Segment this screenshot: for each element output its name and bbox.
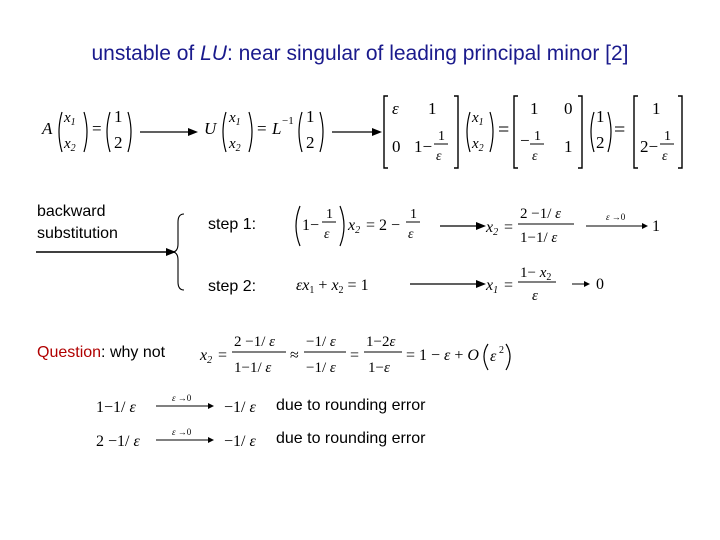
title-prefix: unstable of: [91, 42, 201, 65]
svg-text:1−1/ ε: 1−1/ ε: [234, 360, 272, 376]
svg-text:=: =: [350, 347, 360, 364]
svg-text:1−2ε: 1−2ε: [366, 334, 396, 350]
svg-text:L: L: [272, 119, 282, 138]
substitution-label: substitution: [37, 225, 118, 242]
svg-text:=: =: [504, 219, 514, 236]
svg-text:x1: $x_1$: [472, 110, 484, 128]
svg-text:=: =: [257, 119, 267, 138]
svg-text:=: =: [498, 119, 510, 141]
svg-text:ε: ε: [324, 227, 330, 242]
svg-text:ε: ε: [392, 99, 399, 118]
svg-text:−1: −1: [282, 115, 294, 127]
svg-text:1: 1: [564, 137, 573, 156]
svg-text:x2: $x_2$: [472, 136, 484, 154]
svg-text:1− x2: $1- x_2$: [520, 265, 552, 283]
svg-text:2 −1/ ε: 2 −1/ ε: [520, 206, 562, 222]
step1-label: step 1:: [208, 216, 257, 233]
svg-text:2: 2: [114, 133, 123, 152]
svg-text:≈: ≈: [290, 347, 299, 364]
svg-text:1−: 1−: [414, 137, 433, 156]
svg-text:1: 1: [664, 129, 671, 144]
step2-math: [290, 262, 670, 312]
slide-title: [0, 42, 720, 66]
svg-text:2: 2: [499, 345, 504, 356]
svg-text:−1/ ε: −1/ ε: [224, 433, 256, 450]
svg-text:1: 1: [438, 129, 445, 144]
question-text: [37, 342, 165, 364]
svg-text:=: =: [92, 119, 102, 138]
rounding-math-1: [94, 392, 274, 420]
svg-text:0: 0: [564, 99, 573, 118]
svg-text:ε: ε: [532, 149, 538, 164]
svg-text:ε →0: ε →0: [172, 427, 192, 437]
svg-text:1−1/ ε: 1−1/ ε: [96, 399, 136, 416]
svg-text:0: 0: [596, 276, 604, 293]
svg-text:=: =: [614, 119, 626, 141]
svg-text:x2: $x_2$: [64, 136, 76, 154]
svg-text:x1: $x_1$: [64, 110, 76, 128]
svg-text:ε: ε: [436, 149, 442, 164]
svg-text:A: A: [42, 119, 53, 138]
svg-text:1: 1: [534, 129, 541, 144]
svg-text:ε: ε: [532, 288, 538, 304]
svg-text:1: 1: [596, 107, 605, 126]
svg-text:1: 1: [530, 99, 539, 118]
svg-text:=: =: [504, 277, 514, 294]
svg-text:x2: $x_2$: [229, 136, 241, 154]
svg-text:1: 1: [652, 218, 660, 235]
svg-text:1−1/ ε: 1−1/ ε: [520, 230, 558, 246]
svg-text:−: −: [520, 131, 530, 150]
svg-text:1−ε: 1−ε: [368, 360, 390, 376]
svg-text:U: U: [204, 119, 217, 138]
svg-text:ε: ε: [662, 149, 668, 164]
question-math: [196, 328, 526, 380]
svg-text:1−: 1−: [302, 217, 320, 234]
svg-text:x1: $x_1$: [229, 110, 241, 128]
step2-label: step 2:: [208, 278, 257, 295]
svg-text:εx1 + x2 = 1: εx1 + x2 = 1: [296, 277, 369, 296]
svg-text:1: 1: [410, 207, 417, 222]
question-word: Question: [37, 344, 102, 361]
rounding-reason-1: due to rounding error: [276, 397, 426, 414]
backward-arrow: [30, 244, 180, 260]
svg-text:ε →0: ε →0: [172, 393, 192, 403]
svg-text:x2: x2: [486, 219, 499, 238]
svg-text:1: 1: [114, 107, 123, 126]
svg-text:2−: 2−: [640, 137, 659, 156]
title-lu: LU: [200, 42, 227, 65]
rounding-math-2: [94, 426, 274, 454]
svg-text:ε →0: ε →0: [606, 212, 626, 222]
question-rest: : why not: [101, 344, 166, 361]
backward-label: backward: [37, 203, 106, 220]
svg-text:=: =: [218, 347, 228, 364]
svg-text:−1/ ε: −1/ ε: [306, 334, 336, 350]
lu-equation-row: [0, 90, 720, 170]
svg-text:2: 2: [596, 133, 605, 152]
svg-text:ε: ε: [490, 348, 497, 365]
step1-math: [290, 200, 670, 256]
svg-text:x1: x1: [486, 277, 499, 296]
svg-text:ε: ε: [408, 227, 414, 242]
svg-text:2 −1/ ε: 2 −1/ ε: [234, 334, 276, 350]
svg-text:2 −1/ ε: 2 −1/ ε: [96, 433, 140, 450]
svg-text:0: 0: [392, 137, 401, 156]
svg-text:= 2 −: = 2 −: [366, 217, 401, 234]
svg-text:1: 1: [428, 99, 437, 118]
svg-text:−1/ ε: −1/ ε: [224, 399, 256, 416]
svg-text:2: 2: [306, 133, 315, 152]
steps-brace: [170, 212, 190, 292]
svg-text:= 1 − ε + O: = 1 − ε + O: [406, 347, 479, 364]
svg-text:1: 1: [306, 107, 315, 126]
title-suffix: : near singular of leading principal minor [2]: [226, 42, 629, 65]
svg-text:1: 1: [326, 207, 333, 222]
rounding-reason-2: due to rounding error: [276, 430, 426, 447]
svg-text:x2: x2: [348, 217, 361, 236]
svg-text:x2: x2: [200, 347, 213, 366]
svg-text:−1/ ε: −1/ ε: [306, 360, 336, 376]
svg-text:1: 1: [652, 99, 661, 118]
